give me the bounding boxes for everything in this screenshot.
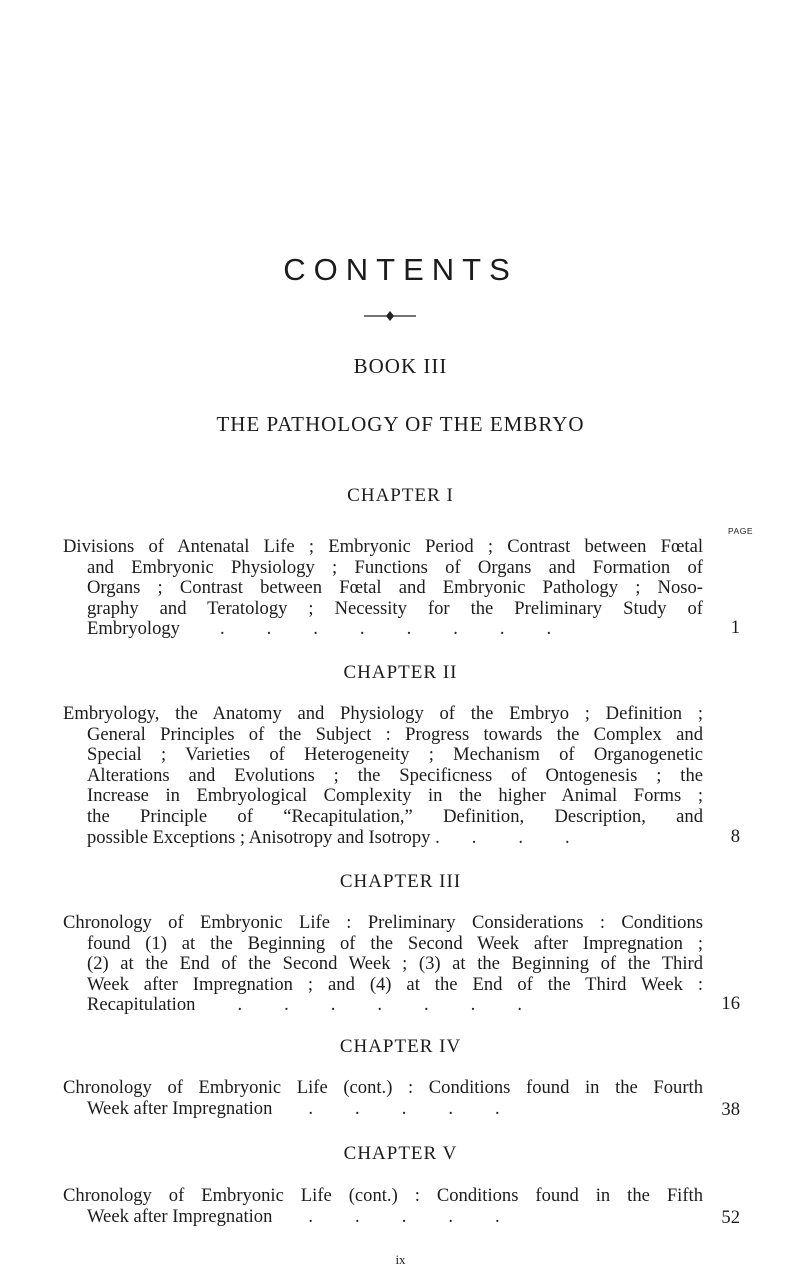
page-number: 16 (721, 993, 740, 1014)
entry-line: graphy and Teratology ; Necessity for the Preliminary Study of (87, 597, 703, 619)
dot-leader: ..... (308, 1097, 542, 1119)
book-subtitle: THE PATHOLOGY OF THE EMBRYO (216, 412, 585, 436)
chapter-heading: CHAPTER III (339, 871, 462, 892)
dot-leader: ........ (219, 618, 594, 640)
page-number: 1 (730, 617, 740, 638)
dot-leader: ... (471, 826, 612, 848)
entry-line: Chronology of Embryonic Life (cont.) : Conditions found in the Fourth (63, 1077, 703, 1098)
chapter-heading: CHAPTER IV (339, 1036, 462, 1057)
folio-number: ix (395, 1252, 406, 1267)
entry-line: General Principles of the Subject : Progress towards the Complex and (87, 723, 703, 745)
entry-line: and Embryonic Physiology ; Functions of Organs and Formation of (87, 556, 703, 578)
entry-line: Recapitulation (87, 994, 196, 1016)
dot-leader: ....... (237, 994, 564, 1016)
chapter-entry (63, 704, 703, 848)
page-number: 38 (721, 1099, 740, 1120)
entry-line: Alterations and Evolutions ; the Specificness of Ontogenesis ; the (87, 764, 703, 786)
entry-line: Embryology, the Anatomy and Physiology of the Embryo ; Definition ; (63, 703, 703, 724)
chapter-heading: CHAPTER II (343, 662, 458, 683)
entry-line: found (1) at the Beginning of the Second Week after Impregnation ; (87, 932, 703, 954)
chapter-entry (63, 537, 703, 640)
entry-line: the Principle of “Recapitulation,” Definition, Description, and (87, 805, 703, 827)
entry-line: Increase in Embryological Complexity in the higher Animal Forms ; (87, 785, 703, 807)
entry-line: Week after Impregnation (87, 1205, 273, 1227)
dot-leader: ..... (308, 1205, 542, 1227)
entry-line: possible Exceptions ; Anisotropy and Isotropy . (87, 826, 440, 848)
chapter-heading: CHAPTER V (343, 1143, 458, 1164)
diamond-ornament-icon (364, 310, 416, 322)
page-title: CONTENTS (283, 252, 518, 287)
page-number: 8 (730, 826, 740, 847)
page-number: 52 (721, 1207, 740, 1228)
chapter-entry (63, 913, 703, 1016)
entry-line: Chronology of Embryonic Life (cont.) : Conditions found in the Fifth (63, 1185, 703, 1206)
chapter-heading: CHAPTER I (347, 485, 454, 506)
entry-line: Week after Impregnation ; and (4) at the End of the Third Week : (87, 973, 703, 995)
entry-line: Week after Impregnation (87, 1097, 273, 1119)
entry-line: Chronology of Embryonic Life : Preliminary Considerations : Conditions (63, 912, 703, 933)
entry-line: Embryology (87, 618, 180, 640)
entry-line: Divisions of Antenatal Life ; Embryonic Period ; Contrast between Fœtal (63, 536, 703, 557)
book-label: BOOK III (353, 354, 448, 378)
page-column-label: PAGE (728, 526, 753, 536)
chapter-entry (63, 1186, 703, 1227)
entry-line: Organs ; Contrast between Fœtal and Embryonic Pathology ; Noso- (87, 577, 703, 599)
entry-line: Special ; Varieties of Heterogeneity ; Mechanism of Organogenetic (87, 744, 703, 766)
entry-line: (2) at the End of the Second Week ; (3) at the Beginning of the Third (87, 953, 703, 975)
chapter-entry (63, 1078, 703, 1119)
